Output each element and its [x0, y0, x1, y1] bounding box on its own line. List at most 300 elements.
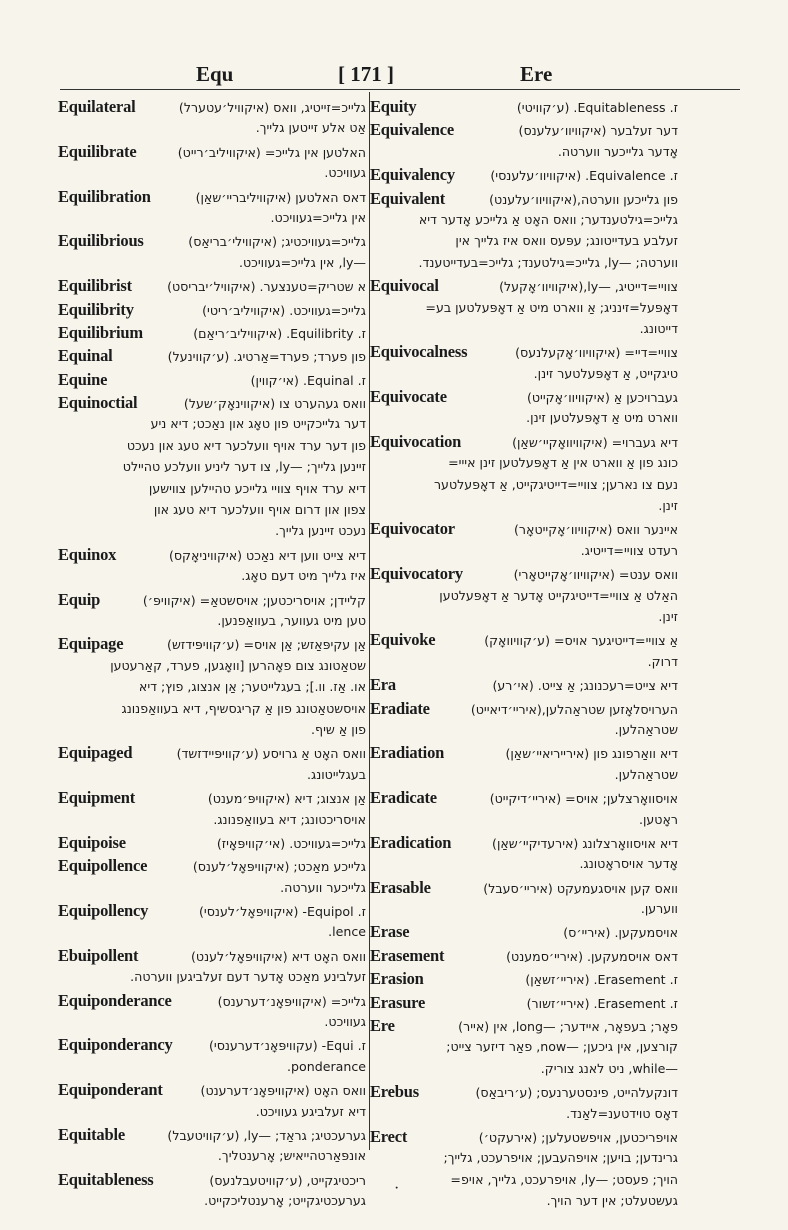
dictionary-entry [370, 563, 678, 627]
headword: Equilibrity [58, 299, 134, 319]
definition-text: דער זעלבער (איקוויוו׳עלענס) [518, 123, 678, 139]
definition-text: זיינען גלייך; —ly, צו דער ליניע וועלכע טהיילט [122, 459, 366, 475]
headword: Ebuipollent [58, 945, 139, 965]
dictionary-entry [370, 787, 678, 830]
entry-continuation-line [58, 499, 366, 520]
entry-continuation-line [370, 141, 678, 162]
entry-continuation-line [370, 452, 678, 473]
definition-text: שטאַטונג צום פאָהרען [וואָגען, פערד, קאַרעטען [110, 657, 366, 673]
definition-text: הויך; פעסט; —ly, אויפרעכט, גלייך, אויפ= [450, 1171, 678, 1187]
definition-text: וואס האָט אַ גרויסע (ע׳קוויפּיידזשד) [176, 746, 366, 762]
entry-continuation-line [58, 1056, 366, 1077]
entry-continuation-line [58, 809, 366, 830]
definition-text: זעלבינע מאַכט אָדער דעם זעלביגען ווערטה. [130, 969, 366, 985]
definition-text: פאָר; בעפאָר, איידער; —long, אין (אייר) [458, 1019, 678, 1035]
entry-continuation-line [370, 853, 678, 874]
footer-mark: · [394, 1180, 400, 1197]
dictionary-entry [370, 341, 678, 384]
entry-continuation-line [58, 117, 366, 138]
header-rule [60, 89, 740, 90]
definition-text: אונפּאַרטהייאיש; אָרענטליך. [217, 1148, 366, 1164]
page-header [0, 62, 788, 86]
entry-continuation-line [58, 610, 366, 631]
definition-text: טיגקייט, אַ דאָפּעלטער זינן. [533, 365, 678, 381]
headword: Erasement [370, 945, 445, 965]
definition-text: כונג פון אַ ווארט אין אַ דאָפּעלטען זינן אייי= [448, 455, 678, 471]
definition-text: בעגלייטונג. [307, 766, 366, 782]
entry-first-line [370, 164, 678, 185]
entry-continuation-line [58, 877, 366, 898]
definition-text: דייטונג. [639, 320, 678, 336]
dictionary-entry [370, 742, 678, 785]
definition-text: זינן. [658, 608, 678, 624]
definition-text: ז. Equivalence. (איקוויוו׳עלענסי) [490, 168, 678, 184]
dictionary-entry [370, 1126, 678, 1212]
definition-text: שטראַהלען. [614, 721, 678, 737]
entry-first-line [58, 392, 366, 413]
definition-text: ווערטה; —ly, גלייכ=גילטענד; גלייכ=בעדייטענד. [418, 254, 678, 270]
headword: Equip [58, 589, 101, 609]
entry-continuation-line [370, 898, 678, 919]
headword: Equipollency [58, 901, 149, 921]
definition-text: קליידן; אויסריכטען; אויסשטאַ= (איקוויפּ׳) [142, 592, 366, 608]
headword: Equiponderancy [58, 1035, 173, 1055]
definition-text: דאס אויסמעקען. (איריי׳סמענט) [506, 948, 678, 964]
entry-first-line [370, 1081, 678, 1102]
entry-first-line [370, 629, 678, 650]
dictionary-entry [370, 188, 678, 274]
entry-continuation-line [370, 1103, 678, 1124]
headword: Equine [58, 369, 108, 389]
entry-first-line [370, 341, 678, 362]
headword: Equilibrium [58, 322, 143, 342]
entry-continuation-line [58, 1145, 366, 1166]
definition-text: ווארט מיט אַ דאָפּעלטען זינן. [526, 410, 678, 426]
dictionary-entry [58, 742, 366, 785]
definition-text: אויפריכטען, אויפשטעלען; (אירעקט׳) [478, 1129, 678, 1145]
right-guide-word: Ere [520, 62, 553, 86]
definition-text: ווערען. [640, 901, 678, 917]
dictionary-entry [370, 96, 678, 117]
definition-text: דיא געברוי= (איקוויוואָקיי׳שאַן) [512, 434, 678, 450]
headword: Equiponderance [58, 990, 172, 1010]
definition-text: איינער וואס (איקוויוו׳אָקייטאָר) [514, 522, 678, 538]
entry-first-line [58, 945, 366, 966]
entry-continuation-line [58, 456, 366, 477]
definition-text: דיא וואַרפונג פון (אירייריאיי׳שאַן) [505, 746, 678, 762]
entry-first-line [370, 275, 678, 296]
entry-continuation-line [58, 413, 366, 434]
headword: Erebus [370, 1082, 419, 1102]
dictionary-entry [58, 275, 366, 296]
definition-text: דרוק. [647, 653, 678, 669]
definition-text: אַ צוויי=דייטיגער אויס= (ע׳קוויוואָק) [484, 633, 678, 649]
dictionary-entry [370, 968, 678, 989]
definition-text: וואס קען אויסגעמעקט (איריי׳סעבל) [483, 880, 678, 896]
entry-first-line [58, 1079, 366, 1100]
entry-continuation-line [370, 1169, 678, 1190]
entry-first-line [370, 563, 678, 584]
definition-text: נעם צו נארען; צוויי=דייטיגקייט, אַ דאָפּעלטער [433, 476, 678, 492]
definition-text: נעכט זיינען גלייך. [275, 523, 366, 539]
entry-continuation-line [370, 764, 678, 785]
entry-continuation-line [370, 809, 678, 830]
entry-first-line [58, 299, 366, 320]
dictionary-entry [370, 629, 678, 672]
dictionary-entry [58, 990, 366, 1033]
headword: Equivocator [370, 519, 455, 539]
definition-text: קורצען, אין גיכען; —now, פאַר דיזער צייט; [446, 1039, 678, 1055]
entry-first-line [370, 119, 678, 140]
dictionary-entry [370, 431, 678, 517]
headword: Equivocal [370, 276, 439, 296]
dictionary-entry [58, 1079, 366, 1122]
entry-first-line [370, 1015, 678, 1036]
headword: Erasure [370, 992, 426, 1012]
dictionary-entry [370, 518, 678, 561]
entry-continuation-line [370, 540, 678, 561]
entry-first-line [58, 787, 366, 808]
entry-continuation-line [370, 1147, 678, 1168]
dictionary-entry [58, 633, 366, 740]
headword: Equinal [58, 346, 113, 366]
entry-continuation-line [58, 1101, 366, 1122]
definition-text: אַט אלע זייטען גלייך. [255, 120, 366, 136]
entry-first-line [58, 855, 366, 876]
entry-continuation-line [370, 585, 678, 606]
dictionary-entry [370, 386, 678, 429]
definition-text: דאָפּעל=זינניג; אַ ווארט מיט אַ דאָפּעלטען בע= [425, 299, 678, 315]
definition-text: גלייכער ווערטה. [280, 879, 366, 895]
dictionary-entry [370, 921, 678, 942]
headword: Equilibration [58, 186, 151, 206]
definition-text: דיא צייט ווען דיא נאַכט (איקוויניאָקס) [168, 547, 366, 563]
headword: Equivocate [370, 387, 447, 407]
definition-text: טען מיט געווער, בעוואַפנען. [217, 612, 366, 628]
entry-continuation-line [370, 1036, 678, 1057]
headword: Equilibrious [58, 231, 144, 251]
definition-text: אַן עקיפּאַזש; אַן אויס= (ע׳קוויפּידזש) [167, 637, 366, 653]
definition-text: צוויי=דייטיג, —ly,(איקוויוו׳אָקעל) [499, 279, 678, 295]
entry-continuation-line [58, 698, 366, 719]
entry-continuation-line [370, 318, 678, 339]
definition-text: דיא ערד אויף צוויי גלייכע טהיילען צווישען [148, 480, 366, 496]
definition-text: גלייכ= (איקוויפּאָנ׳דערענס) [217, 993, 366, 1009]
entry-first-line [370, 674, 678, 695]
definition-text: געשטעלט; אין דער הויך. [546, 1193, 678, 1209]
headword: Erasion [370, 969, 424, 989]
definition-text: גערעכטיג; גראַד; —ly, (ע׳קוויטעבל) [167, 1127, 366, 1143]
dictionary-entry [58, 1034, 366, 1077]
definition-text: ז. Erasement. (איריי׳זשאַן) [525, 972, 678, 988]
headword: Equipment [58, 788, 136, 808]
entry-continuation-line [58, 252, 366, 273]
definition-text: געוויכט. [324, 1014, 366, 1030]
definition-text: פון גלייכען ווערטה,(איקוויוו׳עלענט) [489, 191, 678, 207]
definition-text: גערעכטיגקייט; אָרענטליכקייט. [204, 1193, 366, 1209]
dictionary-entry [370, 992, 678, 1013]
definition-text: איז גלייך מיט דעם טאָג. [241, 568, 366, 584]
definition-text: שטראַהלען. [614, 766, 678, 782]
definition-text: ז. Equitableness. (ע׳קוויטי) [516, 100, 678, 115]
headword: Equivalency [370, 165, 455, 185]
definition-text: אויסמעקען. (איריי׳ס) [563, 925, 678, 941]
definition-text: ponderance. [287, 1058, 366, 1074]
headword: Equilateral [58, 97, 136, 116]
definition-text: א שטריק=טענצער. (איקוויל׳יבריסט) [167, 279, 366, 295]
dictionary-entry [370, 945, 678, 966]
entry-continuation-line [370, 209, 678, 230]
entry-first-line [58, 544, 366, 565]
headword: Erase [370, 922, 410, 942]
headword: Era [370, 675, 396, 695]
entry-continuation-line [58, 655, 366, 676]
dictionary-entry [370, 1015, 678, 1079]
definition-text: דיא אויסוואָרצלונג (אירעדיקיי׳שאַן) [492, 835, 678, 851]
left-guide-word: Equ [196, 62, 234, 86]
definition-text: —ly, אין גלייכ=געוויכט. [239, 254, 366, 270]
entry-first-line [370, 945, 678, 966]
entry-continuation-line [58, 921, 366, 942]
dictionary-entry [58, 855, 366, 898]
entry-first-line [58, 275, 366, 296]
entry-first-line [58, 345, 366, 366]
entry-first-line [58, 990, 366, 1011]
entry-first-line [370, 698, 678, 719]
entry-first-line [370, 188, 678, 209]
definition-text: —while, ניט לאנג צוריק. [540, 1060, 678, 1076]
headword: Equivalent [370, 188, 446, 208]
dictionary-entry [370, 877, 678, 920]
headword: Equivalence [370, 120, 454, 140]
definition-text: האַלט אַ צוויי=דייטיגקייט אָדער אַ דאָפּעלטען [439, 587, 678, 603]
entry-first-line [370, 832, 678, 853]
entry-continuation-line [370, 1058, 678, 1079]
headword: Equilibrate [58, 141, 137, 161]
headword: Eradiation [370, 743, 445, 763]
entry-first-line [58, 186, 366, 207]
definition-text: אָדער אויסראָטונג. [579, 856, 678, 872]
definition-text: דאס האלטען (איקוויליבריי׳שאַן) [195, 189, 366, 205]
entry-continuation-line [58, 676, 366, 697]
entry-first-line [58, 141, 366, 162]
definition-text: זעלבע בעדייטונג; עפּעס וואס איז גלייך אין [455, 233, 678, 249]
definition-text: גלייכע מאַכט; (איקוויפּאָל׳לענס) [192, 859, 366, 875]
headword: Equipaged [58, 743, 133, 763]
entry-first-line [58, 322, 366, 343]
entry-first-line [58, 1034, 366, 1055]
entry-first-line [58, 96, 366, 117]
definition-text: צפון און דרום אויף וועלכער דיא טעג און [153, 502, 366, 518]
page-number: [ 171 ] [338, 62, 394, 86]
entry-continuation-line [370, 495, 678, 516]
definition-text: גלייכ=געוויכטיג; (איקווילי׳בריאַס) [188, 234, 366, 250]
headword: Eradicate [370, 788, 437, 808]
entry-continuation-line [58, 1011, 366, 1032]
headword: Equivocalness [370, 342, 468, 362]
dictionary-entry [58, 900, 366, 943]
definition-text: ז. Erasement. (איריי׳זשור) [526, 995, 678, 1011]
headword: Equity [370, 97, 417, 116]
definition-text: וואס האָט (איקוויפּאָנ׳דערענט) [200, 1083, 366, 1099]
entry-first-line [370, 877, 678, 898]
entry-continuation-line [58, 764, 366, 785]
dictionary-entry [58, 544, 366, 587]
definition-text: דער גלייכקייט פון טאָג און נאַכט; דיא ניע [150, 416, 366, 432]
entry-continuation-line [370, 719, 678, 740]
entry-continuation-line [58, 478, 366, 499]
dictionary-entry [58, 299, 366, 320]
entry-continuation-line [58, 719, 366, 740]
dictionary-entry [58, 230, 366, 273]
definition-text: צוויי=דיי= (איקוויוו׳אָקעלנעס) [515, 345, 678, 361]
entry-first-line [370, 518, 678, 539]
dictionary-entry [58, 1124, 366, 1167]
headword: Equivocatory [370, 564, 463, 584]
definition-text: האלטען אין גלייכ= (איקוויליב׳רייט) [177, 144, 366, 160]
dictionary-entry [58, 369, 366, 390]
definition-text: וואס ענט= (איקוויוו׳אָקייטאָרי) [513, 567, 678, 583]
headword: Equilibrist [58, 276, 132, 296]
dictionary-entry [58, 322, 366, 343]
entry-first-line [58, 1124, 366, 1145]
entry-continuation-line [370, 651, 678, 672]
definition-text: וואס געהערט צו (איקווינאָק׳שעל) [183, 396, 366, 412]
entry-continuation-line [58, 435, 366, 456]
definition-text: רעדט צוויי=דייטיג. [580, 542, 678, 558]
definition-text: אויסוואָרצלען; אויס= (איריי׳דיקייט) [489, 791, 678, 807]
entry-first-line [58, 589, 366, 610]
dictionary-entry [370, 164, 678, 185]
dictionary-entry [58, 945, 366, 988]
definition-text: אויסריכטונג; דיא בעוואַפנונג. [213, 811, 366, 827]
dictionary-entry [58, 832, 366, 853]
definition-text: וואס האָט דיא (איקוויפּאָל׳לענט) [191, 948, 366, 964]
headword: Eradiate [370, 698, 430, 718]
headword: Erect [370, 1126, 408, 1146]
headword: Equinox [58, 544, 117, 564]
entry-first-line [370, 431, 678, 452]
entry-first-line [58, 1169, 366, 1190]
definition-text: אויסשטאַטונג פון אַ קריגסשיף, דיא בעוואַפנונג [121, 700, 366, 716]
definition-text: אַן אנצוג; דיא (איקוויפּ׳מענט) [207, 791, 366, 807]
definition-text: זינן. [658, 498, 678, 514]
dictionary-entry [58, 186, 366, 229]
definition-text: הערויסלאָזען שטראַהלען,(איריי׳דיאייט) [470, 701, 678, 717]
dictionary-entry [58, 1169, 366, 1212]
dictionary-entry [58, 96, 366, 139]
dictionary-entry [370, 275, 678, 339]
headword: Equipoise [58, 832, 126, 852]
definition-text: דונקעלהייט, פינסטערנעס; (ע׳ריבאַס) [475, 1085, 678, 1101]
headword: Erasable [370, 877, 431, 897]
definition-text: דאָס טוידטענ=לאַנד. [566, 1105, 678, 1121]
definition-text: פון דער ערד אויף וועלכער דיא טעג און נעכט [126, 437, 366, 453]
definition-text: אָדער גלייכער ווערטה. [557, 143, 678, 159]
dictionary-entry [370, 698, 678, 741]
entry-first-line [58, 369, 366, 390]
dictionary-entry [370, 1081, 678, 1124]
definition-text: גלייכ=געוויכט. (איקוויליב׳ריטי) [202, 302, 366, 318]
entry-first-line [370, 1126, 678, 1147]
definition-text: ז. Equilibrity. (איקוויליב׳ריאַם) [193, 325, 366, 341]
entry-continuation-line [370, 252, 678, 273]
headword: Eradication [370, 832, 452, 852]
definition-text: ריכטיגקייט, (ע׳קוויטעבלנעס) [209, 1172, 366, 1188]
entry-first-line [370, 921, 678, 942]
dictionary-entry [58, 345, 366, 366]
entry-first-line [370, 742, 678, 763]
headword: Equipage [58, 634, 124, 654]
entry-continuation-line [58, 565, 366, 586]
definition-text: גרינדען; בויען; אויפהעבען; אויפרעכט, גלייך; [443, 1150, 678, 1166]
definition-text: געוויכט. [324, 165, 366, 181]
definition-text: גלייכ=זייטיג, וואס (איקוויל׳עטערל) [178, 100, 366, 115]
dictionary-entry [370, 832, 678, 875]
entry-first-line [370, 968, 678, 989]
entry-first-line [370, 787, 678, 808]
entry-continuation-line [58, 966, 366, 987]
entry-first-line [58, 230, 366, 251]
entry-continuation-line [370, 407, 678, 428]
definition-text: דיא זעלביגע געוויכט. [255, 1103, 366, 1119]
headword: Equitableness [58, 1169, 154, 1189]
left-column [58, 96, 366, 1214]
definition-text: ז. Equi- (עקוויפּאָנ׳דערענסי) [208, 1038, 366, 1054]
definition-text: גלייכ=געוויכט. (אי׳קוויפּאָיז) [216, 835, 366, 851]
definition-text: ז. Equipol- (איקוויפּאָל׳לענסי) [199, 904, 366, 920]
definition-text: אין גלייכ=געוויכט. [270, 209, 366, 225]
entry-continuation-line [370, 474, 678, 495]
entry-continuation-line [370, 297, 678, 318]
definition-text: גלייכ=גילטענדער; וואס האָט אַ גלייכע אָדער דיא [418, 211, 678, 227]
dictionary-entry [58, 589, 366, 632]
headword: Equipollence [58, 856, 148, 876]
entry-first-line [58, 742, 366, 763]
entry-continuation-line [370, 1190, 678, 1211]
definition-text: ז. Equinal. (אי׳קווין) [250, 372, 366, 388]
headword: Equivoke [370, 630, 436, 650]
definition-text: פון אַ שיף. [311, 721, 366, 737]
entry-continuation-line [370, 606, 678, 627]
definition-text: או. אַז. וו.]; בעגלייטער; אַן אנצוג, פוץ; דיא [138, 679, 366, 695]
definition-text: דיא צייט=רעכנונג; אַ צייט. (אי׳רע) [492, 678, 678, 694]
entry-continuation-line [58, 162, 366, 183]
entry-continuation-line [370, 363, 678, 384]
entry-first-line [58, 900, 366, 921]
dictionary-entry [370, 119, 678, 162]
entry-continuation-line [58, 207, 366, 228]
entry-first-line [370, 992, 678, 1013]
headword: Ere [370, 1016, 395, 1036]
entry-first-line [58, 832, 366, 853]
definition-text: ראָטען. [638, 811, 678, 827]
dictionary-entry [370, 674, 678, 695]
definition-text: געברויכען אַ (איקוויוו׳אָקייט) [526, 390, 678, 406]
dictionary-entry [58, 141, 366, 184]
definition-text: lence. [328, 924, 366, 940]
headword: Equinoctial [58, 393, 138, 413]
dictionary-entry [58, 787, 366, 830]
entry-continuation-line [58, 520, 366, 541]
definition-text: פון פערד; פערד=אַרטיג. (ע׳קווינעל) [167, 349, 366, 365]
right-column [370, 96, 678, 1214]
entry-first-line [370, 386, 678, 407]
headword: Equitable [58, 1124, 125, 1144]
dictionary-entry [58, 392, 366, 542]
headword: Equiponderant [58, 1080, 163, 1100]
entry-continuation-line [370, 230, 678, 251]
